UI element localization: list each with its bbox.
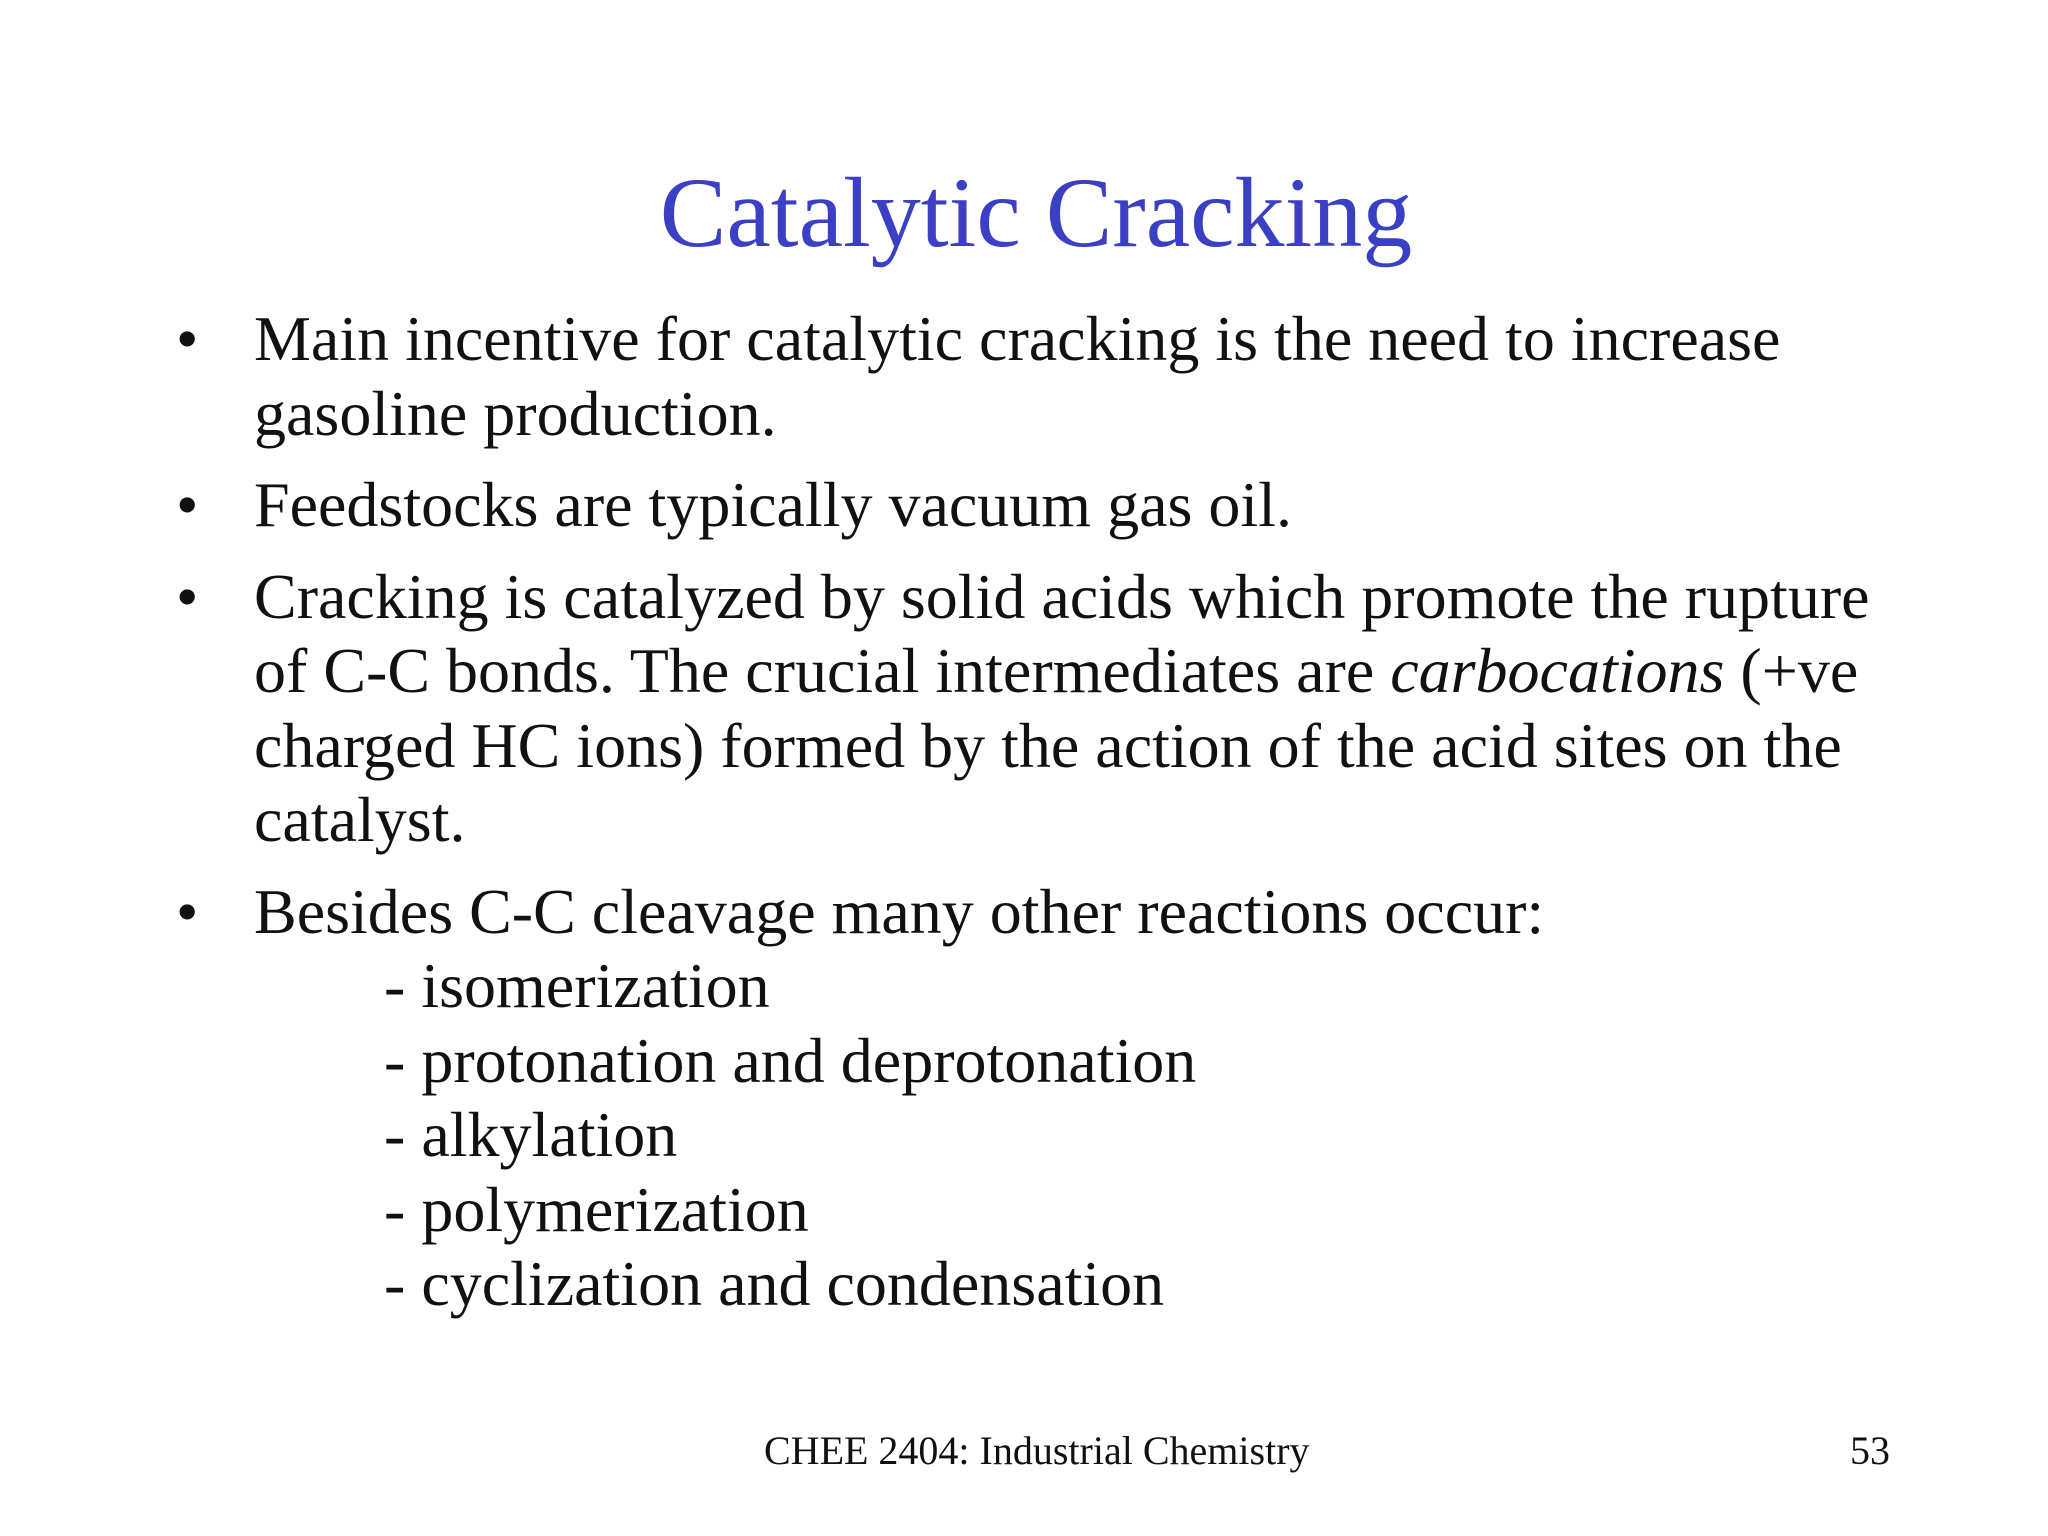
reaction-item: - cyclization and condensation <box>384 1248 1165 1319</box>
slide-page-number: 53 <box>1850 1428 1890 1473</box>
bullet-item <box>176 302 1896 451</box>
bullet-marker: • <box>176 469 199 540</box>
bullet-marker: • <box>176 875 199 947</box>
bullet-item <box>176 560 1896 858</box>
bullet-text: Feedstocks are typically vacuum gas oil. <box>254 469 1292 540</box>
reaction-item: - protonation and deprotonation <box>384 1024 1197 1096</box>
bullet-text: Main incentive for catalytic cracking is the need to increase gasoline production. <box>254 303 1781 449</box>
bullet-marker: • <box>176 303 199 374</box>
reaction-list <box>254 949 1896 1322</box>
footer-course-name: CHEE 2404: Industrial Chemistry <box>764 1428 1310 1473</box>
bullet-text: Besides C-C cleavage many other reactions occur: <box>254 875 1545 947</box>
bullet-text-part: (+ve charged HC ions) formed by the action of the acid sites on the catalyst. <box>254 635 1859 855</box>
reaction-item: - polymerization <box>384 1173 809 1245</box>
bullet-marker: • <box>176 560 199 632</box>
bullet-text-part: Cracking is catalyzed by solid acids which promote the rupture of C-C bonds. The crucial intermediates are <box>254 560 1870 706</box>
bullet-item <box>176 468 1896 543</box>
bullet-italic-term: carbocations <box>1390 635 1725 706</box>
bullet-list <box>176 302 1896 1339</box>
reaction-item: - isomerization <box>384 950 770 1021</box>
reaction-item: - alkylation <box>384 1099 678 1170</box>
slide-title: Catalytic Cracking <box>659 157 1413 268</box>
bullet-item <box>176 875 1896 1322</box>
